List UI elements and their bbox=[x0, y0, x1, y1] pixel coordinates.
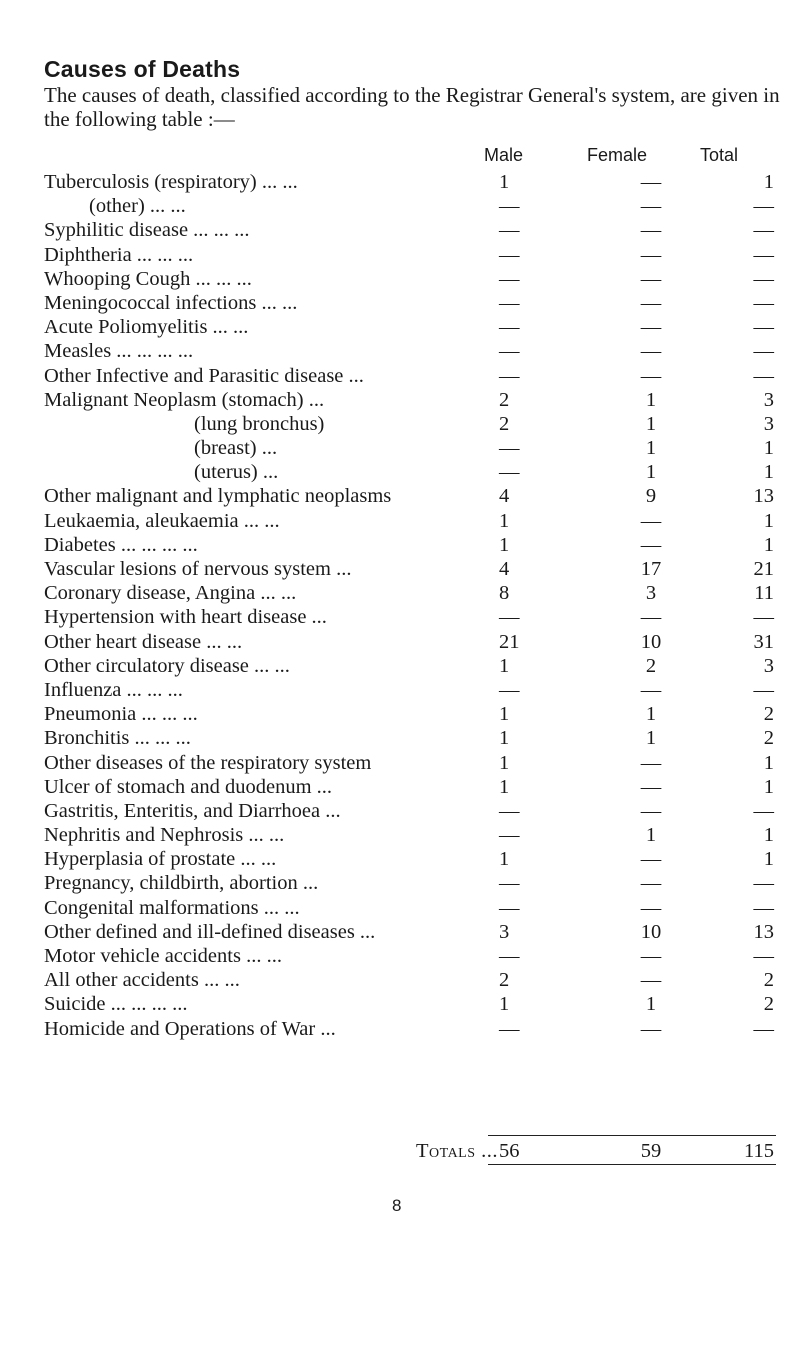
cell-total: 1 bbox=[763, 848, 774, 871]
cell-male: — bbox=[499, 437, 520, 460]
cell-female: 1 bbox=[645, 993, 657, 1016]
table-row bbox=[44, 654, 784, 678]
row-label: Meningococcal infections ... ... bbox=[44, 291, 298, 314]
totals-top-rule bbox=[488, 1135, 776, 1136]
row-label: Other Infective and Parasitic disease ... bbox=[44, 364, 364, 387]
cell-female: — bbox=[640, 872, 662, 895]
cell-female: 1 bbox=[645, 412, 657, 435]
cell-total: — bbox=[753, 872, 774, 895]
cell-female: — bbox=[640, 533, 662, 556]
cell-total: 31 bbox=[753, 630, 774, 653]
cell-total: 2 bbox=[763, 703, 774, 726]
cell-total: 2 bbox=[763, 727, 774, 750]
cell-female: — bbox=[640, 1017, 662, 1040]
cell-female: — bbox=[640, 316, 662, 339]
table-row bbox=[44, 944, 784, 968]
table-row bbox=[44, 194, 784, 218]
row-label: Leukaemia, aleukaemia ... ... bbox=[44, 509, 280, 532]
cell-female: — bbox=[640, 896, 662, 919]
row-label: Diabetes ... ... ... ... bbox=[44, 533, 198, 556]
cell-total: — bbox=[753, 243, 774, 266]
row-label: Other heart disease ... ... bbox=[44, 630, 243, 653]
cell-female: 1 bbox=[645, 461, 657, 484]
table-row bbox=[44, 412, 784, 436]
table-row bbox=[44, 533, 784, 557]
table-row bbox=[44, 1017, 784, 1041]
row-label: Other defined and ill-defined diseases ... bbox=[44, 920, 376, 943]
cell-male: — bbox=[499, 799, 520, 822]
cell-female: 1 bbox=[645, 727, 657, 750]
cell-total: 1 bbox=[763, 461, 774, 484]
cell-female: 2 bbox=[645, 654, 657, 677]
table-row bbox=[44, 630, 784, 654]
cell-male: 1 bbox=[499, 727, 510, 750]
row-label: Hypertension with heart disease ... bbox=[44, 606, 327, 629]
cell-male: — bbox=[499, 872, 520, 895]
cell-total: 1 bbox=[763, 533, 774, 556]
table-row bbox=[44, 436, 784, 460]
table-row bbox=[44, 775, 784, 799]
table-row bbox=[44, 291, 784, 315]
table-row bbox=[44, 847, 784, 871]
cell-total: 1 bbox=[763, 775, 774, 798]
row-label: Hyperplasia of prostate ... ... bbox=[44, 848, 277, 871]
cell-female: — bbox=[640, 969, 662, 992]
row-label: Acute Poliomyelitis ... ... bbox=[44, 316, 249, 339]
row-label: Diphtheria ... ... ... bbox=[44, 243, 194, 266]
row-label: (uterus) ... bbox=[194, 461, 279, 484]
cell-female: 10 bbox=[640, 920, 662, 943]
row-label: Influenza ... ... ... bbox=[44, 678, 183, 701]
table-row bbox=[44, 218, 784, 242]
cell-male: 3 bbox=[499, 920, 510, 943]
cell-female: — bbox=[640, 848, 662, 871]
row-label: All other accidents ... ... bbox=[44, 969, 240, 992]
totals-label: Totals ... bbox=[416, 1140, 499, 1162]
cell-male: 1 bbox=[499, 993, 510, 1016]
cell-female: — bbox=[640, 243, 662, 266]
cell-female: — bbox=[640, 219, 662, 242]
row-label: Other malignant and lymphatic neoplasms bbox=[44, 485, 392, 508]
cell-male: — bbox=[499, 267, 520, 290]
cell-male: 1 bbox=[499, 848, 510, 871]
cell-total: 2 bbox=[763, 993, 774, 1016]
cell-total: 3 bbox=[763, 388, 774, 411]
row-label: Pneumonia ... ... ... bbox=[44, 703, 198, 726]
table-row bbox=[44, 823, 784, 847]
cell-male: 1 bbox=[499, 703, 510, 726]
cell-female: 1 bbox=[645, 703, 657, 726]
row-label: Bronchitis ... ... ... bbox=[44, 727, 191, 750]
column-header-female: Female bbox=[587, 145, 648, 165]
row-label: Vascular lesions of nervous system ... bbox=[44, 558, 352, 580]
totals-bottom-rule bbox=[488, 1164, 776, 1165]
cell-total: 13 bbox=[753, 920, 774, 943]
cell-total: 21 bbox=[753, 558, 774, 580]
cell-total: — bbox=[753, 267, 774, 290]
row-label: Other circulatory disease ... ... bbox=[44, 654, 290, 677]
intro-paragraph: The causes of death, classified according to the Registrar General's system, are given in the following table :— bbox=[44, 83, 780, 131]
row-label: Congenital malformations ... ... bbox=[44, 896, 300, 919]
cell-total: 1 bbox=[763, 824, 774, 847]
cell-female: — bbox=[640, 291, 662, 314]
row-label: Gastritis, Enteritis, and Diarrhoea ... bbox=[44, 799, 341, 822]
table-row bbox=[44, 460, 784, 484]
table-row bbox=[44, 509, 784, 533]
cell-male: 1 bbox=[499, 171, 510, 193]
column-header-total: Total bbox=[700, 145, 739, 165]
totals-male: 56 bbox=[499, 1140, 520, 1162]
row-label: Coronary disease, Angina ... ... bbox=[44, 582, 297, 605]
cell-total: — bbox=[753, 364, 774, 387]
cell-male: 2 bbox=[499, 388, 510, 411]
cell-male: 4 bbox=[499, 558, 510, 580]
row-label: Suicide ... ... ... ... bbox=[44, 993, 188, 1016]
totals-row bbox=[44, 1138, 784, 1164]
cell-total: 3 bbox=[763, 412, 774, 435]
row-label: Homicide and Operations of War ... bbox=[44, 1017, 336, 1040]
cell-male: — bbox=[499, 340, 520, 363]
table-row bbox=[44, 243, 784, 267]
cell-female: — bbox=[640, 751, 662, 774]
causes-table bbox=[44, 170, 784, 1041]
table-row bbox=[44, 968, 784, 992]
cell-total: 13 bbox=[753, 485, 774, 508]
cell-male: 8 bbox=[499, 582, 510, 605]
table-row bbox=[44, 557, 784, 581]
row-label: Whooping Cough ... ... ... bbox=[44, 267, 252, 290]
cell-female: — bbox=[640, 945, 662, 967]
row-label: Malignant Neoplasm (stomach) ... bbox=[44, 388, 325, 411]
cell-female: 9 bbox=[645, 485, 657, 508]
cell-female: 1 bbox=[645, 824, 657, 847]
row-label: Measles ... ... ... ... bbox=[44, 340, 194, 363]
cell-male: — bbox=[499, 824, 520, 847]
cell-total: — bbox=[753, 678, 774, 701]
totals-female: 59 bbox=[640, 1140, 662, 1162]
cell-total: 3 bbox=[763, 654, 774, 677]
cell-female: 3 bbox=[645, 582, 657, 605]
cell-female: — bbox=[640, 171, 662, 193]
table-row bbox=[44, 920, 784, 944]
table-row bbox=[44, 992, 784, 1016]
cell-female: 17 bbox=[640, 558, 662, 580]
cell-male: 1 bbox=[499, 775, 510, 798]
table-row bbox=[44, 315, 784, 339]
cell-male: — bbox=[499, 1017, 520, 1040]
row-label: Nephritis and Nephrosis ... ... bbox=[44, 824, 285, 847]
totals-total: 115 bbox=[744, 1140, 774, 1162]
cell-total: — bbox=[753, 606, 774, 629]
cell-total: 1 bbox=[763, 171, 774, 193]
cell-total: — bbox=[753, 316, 774, 339]
row-label: Tuberculosis (respiratory) ... ... bbox=[44, 171, 298, 193]
table-row bbox=[44, 364, 784, 388]
cell-male: 2 bbox=[499, 412, 510, 435]
cell-total: — bbox=[753, 896, 774, 919]
row-label: Pregnancy, childbirth, abortion ... bbox=[44, 872, 319, 895]
cell-total: — bbox=[753, 945, 774, 967]
table-row bbox=[44, 799, 784, 823]
row-label: (breast) ... bbox=[194, 437, 278, 460]
table-row bbox=[44, 339, 784, 363]
cell-female: — bbox=[640, 364, 662, 387]
cell-total: 1 bbox=[763, 751, 774, 774]
cell-total: 11 bbox=[754, 582, 774, 605]
cell-male: — bbox=[499, 678, 520, 701]
table-row bbox=[44, 896, 784, 920]
table-row bbox=[44, 702, 784, 726]
row-label: Syphilitic disease ... ... ... bbox=[44, 219, 250, 242]
cell-female: — bbox=[640, 340, 662, 363]
cell-male: — bbox=[499, 243, 520, 266]
cell-female: — bbox=[640, 799, 662, 822]
cell-total: — bbox=[753, 799, 774, 822]
table-row bbox=[44, 388, 784, 412]
table-row bbox=[44, 605, 784, 629]
row-label: (lung bronchus) bbox=[194, 412, 325, 435]
table-row bbox=[44, 581, 784, 605]
cell-female: 10 bbox=[640, 630, 662, 653]
row-label: Motor vehicle accidents ... ... bbox=[44, 945, 282, 967]
column-header-male: Male bbox=[484, 145, 524, 165]
cell-male: 4 bbox=[499, 485, 510, 508]
cell-total: 1 bbox=[763, 437, 774, 460]
cell-total: 1 bbox=[763, 509, 774, 532]
cell-male: — bbox=[499, 606, 520, 629]
cell-total: — bbox=[753, 219, 774, 242]
cell-female: — bbox=[640, 678, 662, 701]
cell-male: 2 bbox=[499, 969, 510, 992]
page-number: 8 bbox=[392, 1196, 402, 1215]
row-label: Ulcer of stomach and duodenum ... bbox=[44, 775, 333, 798]
cell-male: — bbox=[499, 364, 520, 387]
cell-female: — bbox=[640, 509, 662, 532]
cell-total: — bbox=[753, 195, 774, 218]
cell-female: 1 bbox=[645, 437, 657, 460]
cell-male: 1 bbox=[499, 751, 510, 774]
cell-male: — bbox=[499, 896, 520, 919]
table-row bbox=[44, 484, 784, 508]
page-title: Causes of Deaths bbox=[44, 56, 241, 82]
cell-female: 1 bbox=[645, 388, 657, 411]
cell-male: 21 bbox=[499, 630, 520, 653]
cell-male: — bbox=[499, 291, 520, 314]
table-row bbox=[44, 170, 784, 194]
cell-total: — bbox=[753, 291, 774, 314]
table-row bbox=[44, 871, 784, 895]
row-label: (other) ... ... bbox=[89, 195, 186, 218]
cell-male: 1 bbox=[499, 509, 510, 532]
table-row bbox=[44, 267, 784, 291]
cell-female: — bbox=[640, 775, 662, 798]
cell-male: — bbox=[499, 219, 520, 242]
cell-male: 1 bbox=[499, 533, 510, 556]
cell-female: — bbox=[640, 267, 662, 290]
cell-male: — bbox=[499, 316, 520, 339]
cell-male: — bbox=[499, 945, 520, 967]
cell-male: — bbox=[499, 461, 520, 484]
table-row bbox=[44, 726, 784, 750]
cell-total: — bbox=[753, 1017, 774, 1040]
cell-total: 2 bbox=[763, 969, 774, 992]
cell-male: — bbox=[499, 195, 520, 218]
table-row bbox=[44, 678, 784, 702]
table-row bbox=[44, 751, 784, 775]
row-label: Other diseases of the respiratory system bbox=[44, 751, 372, 774]
cell-total: — bbox=[753, 340, 774, 363]
cell-female: — bbox=[640, 195, 662, 218]
cell-female: — bbox=[640, 606, 662, 629]
cell-male: 1 bbox=[499, 654, 510, 677]
